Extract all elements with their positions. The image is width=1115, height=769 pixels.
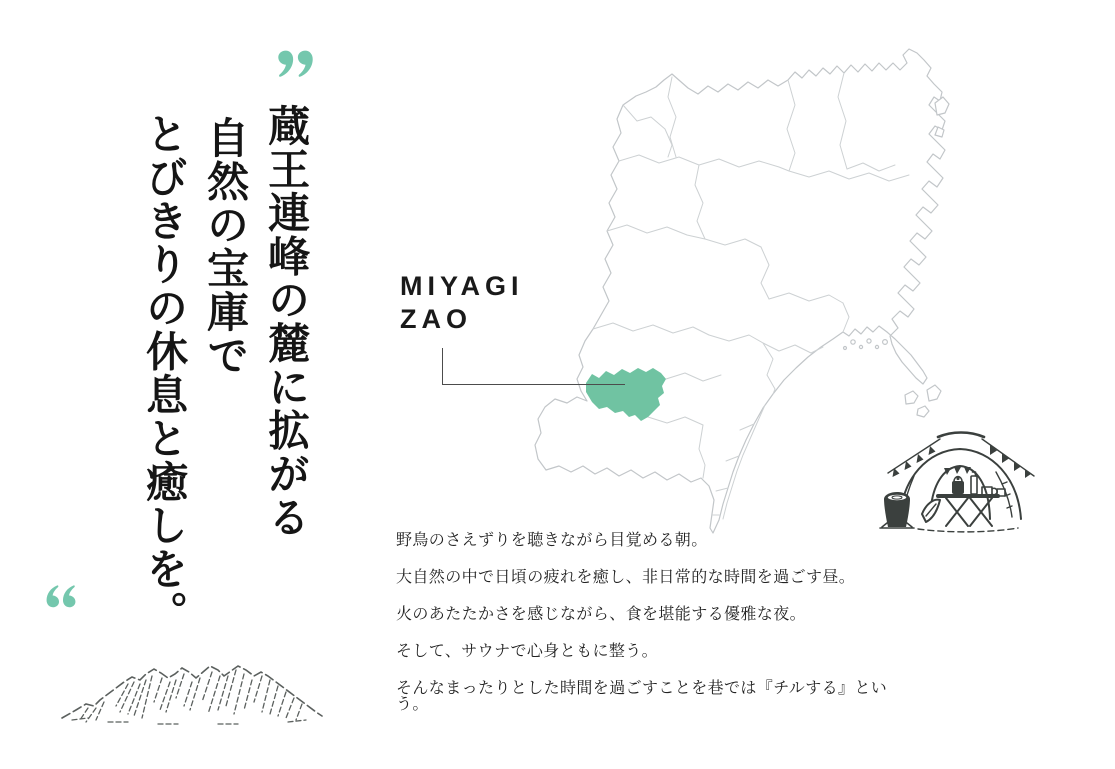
intro-line: そんなまったりとした時間を過ごすことを巷では『チルする』という。 bbox=[396, 680, 888, 713]
intro-line: 大自然の中で日頃の疲れを癒し、非日常的な時間を過ごす昼。 bbox=[396, 569, 856, 586]
island bbox=[917, 406, 929, 417]
headline-line-3: とびきりの休息と癒しを。 bbox=[141, 112, 189, 634]
closing-quote-icon bbox=[277, 50, 314, 82]
glamping-tent-illustration bbox=[878, 426, 1040, 534]
island bbox=[875, 345, 878, 348]
opening-quote-icon bbox=[46, 585, 76, 613]
intro-paragraphs bbox=[396, 533, 916, 734]
page-title bbox=[125, 104, 317, 664]
region-label-line2: ZAO bbox=[400, 304, 472, 334]
island bbox=[867, 339, 871, 343]
island bbox=[851, 340, 855, 344]
island bbox=[859, 345, 862, 348]
intro-line: 野鳥のさえずりを聴きながら目覚める朝。 bbox=[396, 532, 708, 549]
intro-line: 火のあたたかさを感じながら、食を堪能する優雅な夜。 bbox=[396, 606, 807, 623]
island bbox=[905, 391, 918, 404]
leader-line-vertical bbox=[442, 348, 443, 385]
region-label-line1: MIYAGI bbox=[400, 271, 524, 301]
leader-line-horizontal bbox=[442, 384, 625, 385]
zao-mountains-illustration bbox=[58, 652, 328, 736]
headline-line-2: 自然の宝庫で bbox=[202, 116, 250, 377]
island bbox=[883, 340, 888, 345]
island bbox=[844, 347, 847, 350]
island bbox=[927, 385, 941, 401]
headline-line-1: 蔵王連峰の麓に拡がる bbox=[263, 104, 311, 539]
region-label bbox=[400, 270, 524, 336]
intro-line: そして、サウナで心身ともに整う。 bbox=[396, 643, 659, 660]
